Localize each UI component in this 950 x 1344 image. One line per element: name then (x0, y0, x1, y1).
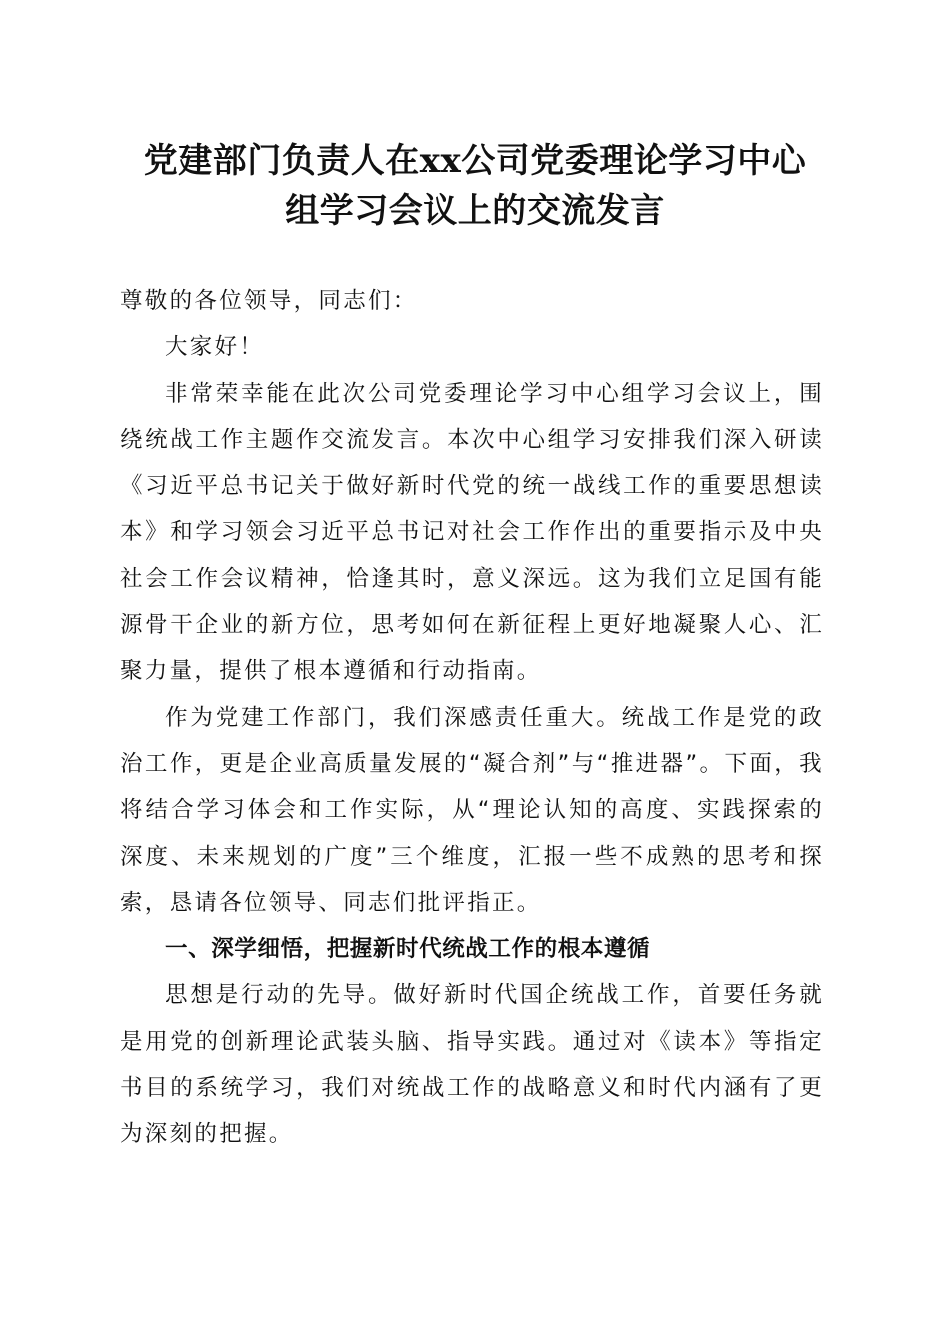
title-line-2: 组学习会议上的交流发言 (285, 191, 665, 231)
body-paragraph-2: 作为党建工作部门，我们深感责任重大。统战工作是党的政治工作，更是企业高质量发展的“凝合剂”与“推进器”。下面，我将结合学习体会和工作实际，从“理论认知的高度、实践探索的深度、未来规划的广度”三个维度，汇报一些不成熟的思考和探索，恳请各位领导、同志们批评指正。 (120, 704, 824, 916)
salutation: 尊敬的各位领导，同志们： (120, 288, 418, 314)
section-1-paragraph: 思想是行动的先导。做好新时代国企统战工作，首要任务就是用党的创新理论武装头脑、指导实践。通过对《读本》等指定书目的系统学习，我们对统战工作的战略意义和时代内涵有了更为深刻的把握。 (120, 982, 824, 1148)
greeting: 大家好！ (165, 334, 265, 361)
section-heading-1: 一、深学细悟，把握新时代统战工作的根本遵循 (165, 936, 651, 963)
document-body (120, 278, 824, 1158)
body-paragraph-1: 非常荣幸能在此次公司党委理论学习中心组学习会议上，围绕统战工作主题作交流发言。本次中心组学习安排我们深入研读《习近平总书记关于做好新时代党的统一战线工作的重要思想读本》和学习领会习近平总书记对社会工作作出的重要指示及中央社会工作会议精神，恰逢其时，意义深远。这为我们立足国有能源骨干企业的新方位，思考如何在新征程上更好地凝聚人心、汇聚力量，提供了根本遵循和行动指南。 (120, 380, 824, 685)
title-line-1: 党建部门负责人在xx公司党委理论学习中心 (143, 141, 807, 181)
document-title (110, 136, 840, 236)
